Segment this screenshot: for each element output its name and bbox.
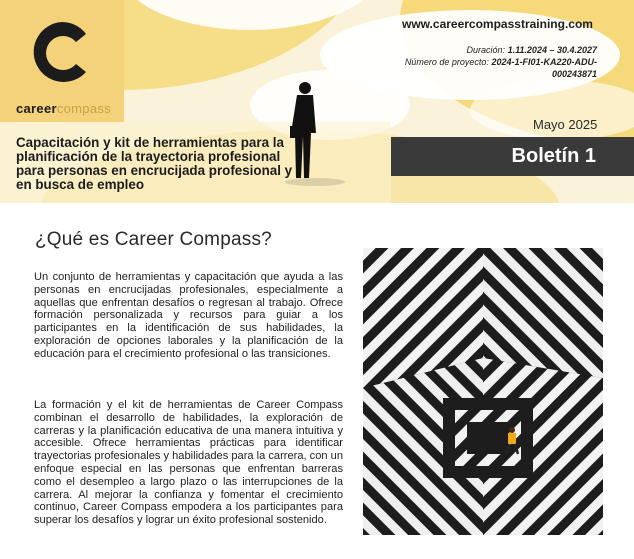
- project-meta: Duración: 1.11.2024 – 30.4.2027 Número de proyecto: 2024-1-FI01-KA220-ADU- 000243871: [404, 45, 597, 79]
- section-title: ¿Qué es Career Compass?: [35, 229, 272, 250]
- paragraph-1: Un conjunto de herramientas y capacitación que ayuda a las personas en encrucijadas profesionales, especialmente a aquellas que enfrentan desafíos o regresan al trabajo. Ofrece formación personalizada y recursos para guiar a los participantes en la identificación de sus habilidades, la exploración de opciones laborales y la planificación de la educación para el crecimiento profesional o las transiciones.: [34, 271, 343, 360]
- crosswalk-maze-photo: [363, 248, 603, 535]
- paragraph-2: La formación y el kit de herramientas de Career Compass combinan el desarrollo de habilidades, la exploración de carreras y la planificación educativa de una manera intuitiva y accesible. Ofrece herramientas prácticas para identificar trayectorias profesionales y habilidades para la carrera, con un enfoque especial en las personas que enfrentan barreras como el desempleo a largo plazo o las interrupciones de la carrera. Al mejorar la confianza y fomentar el crecimiento continuo, Career Compass empodera a los participantes para superar los desafíos y lograr un éxito profesional sostenido.: [34, 399, 343, 527]
- issue-month: Mayo 2025: [533, 117, 598, 132]
- bulletin-bar: Boletín 1: [391, 137, 634, 176]
- header-banner: [0, 0, 634, 203]
- header-title: Capacitación y kit de herramientas para la planificación de la trayectoria profesional para personas en encrucijada profesional y en busca de empleo: [16, 135, 293, 192]
- brand-name: careercompass: [16, 101, 111, 116]
- crosswalk-photo-image: [363, 248, 603, 535]
- website-url[interactable]: www.careercompasstraining.com: [402, 17, 593, 31]
